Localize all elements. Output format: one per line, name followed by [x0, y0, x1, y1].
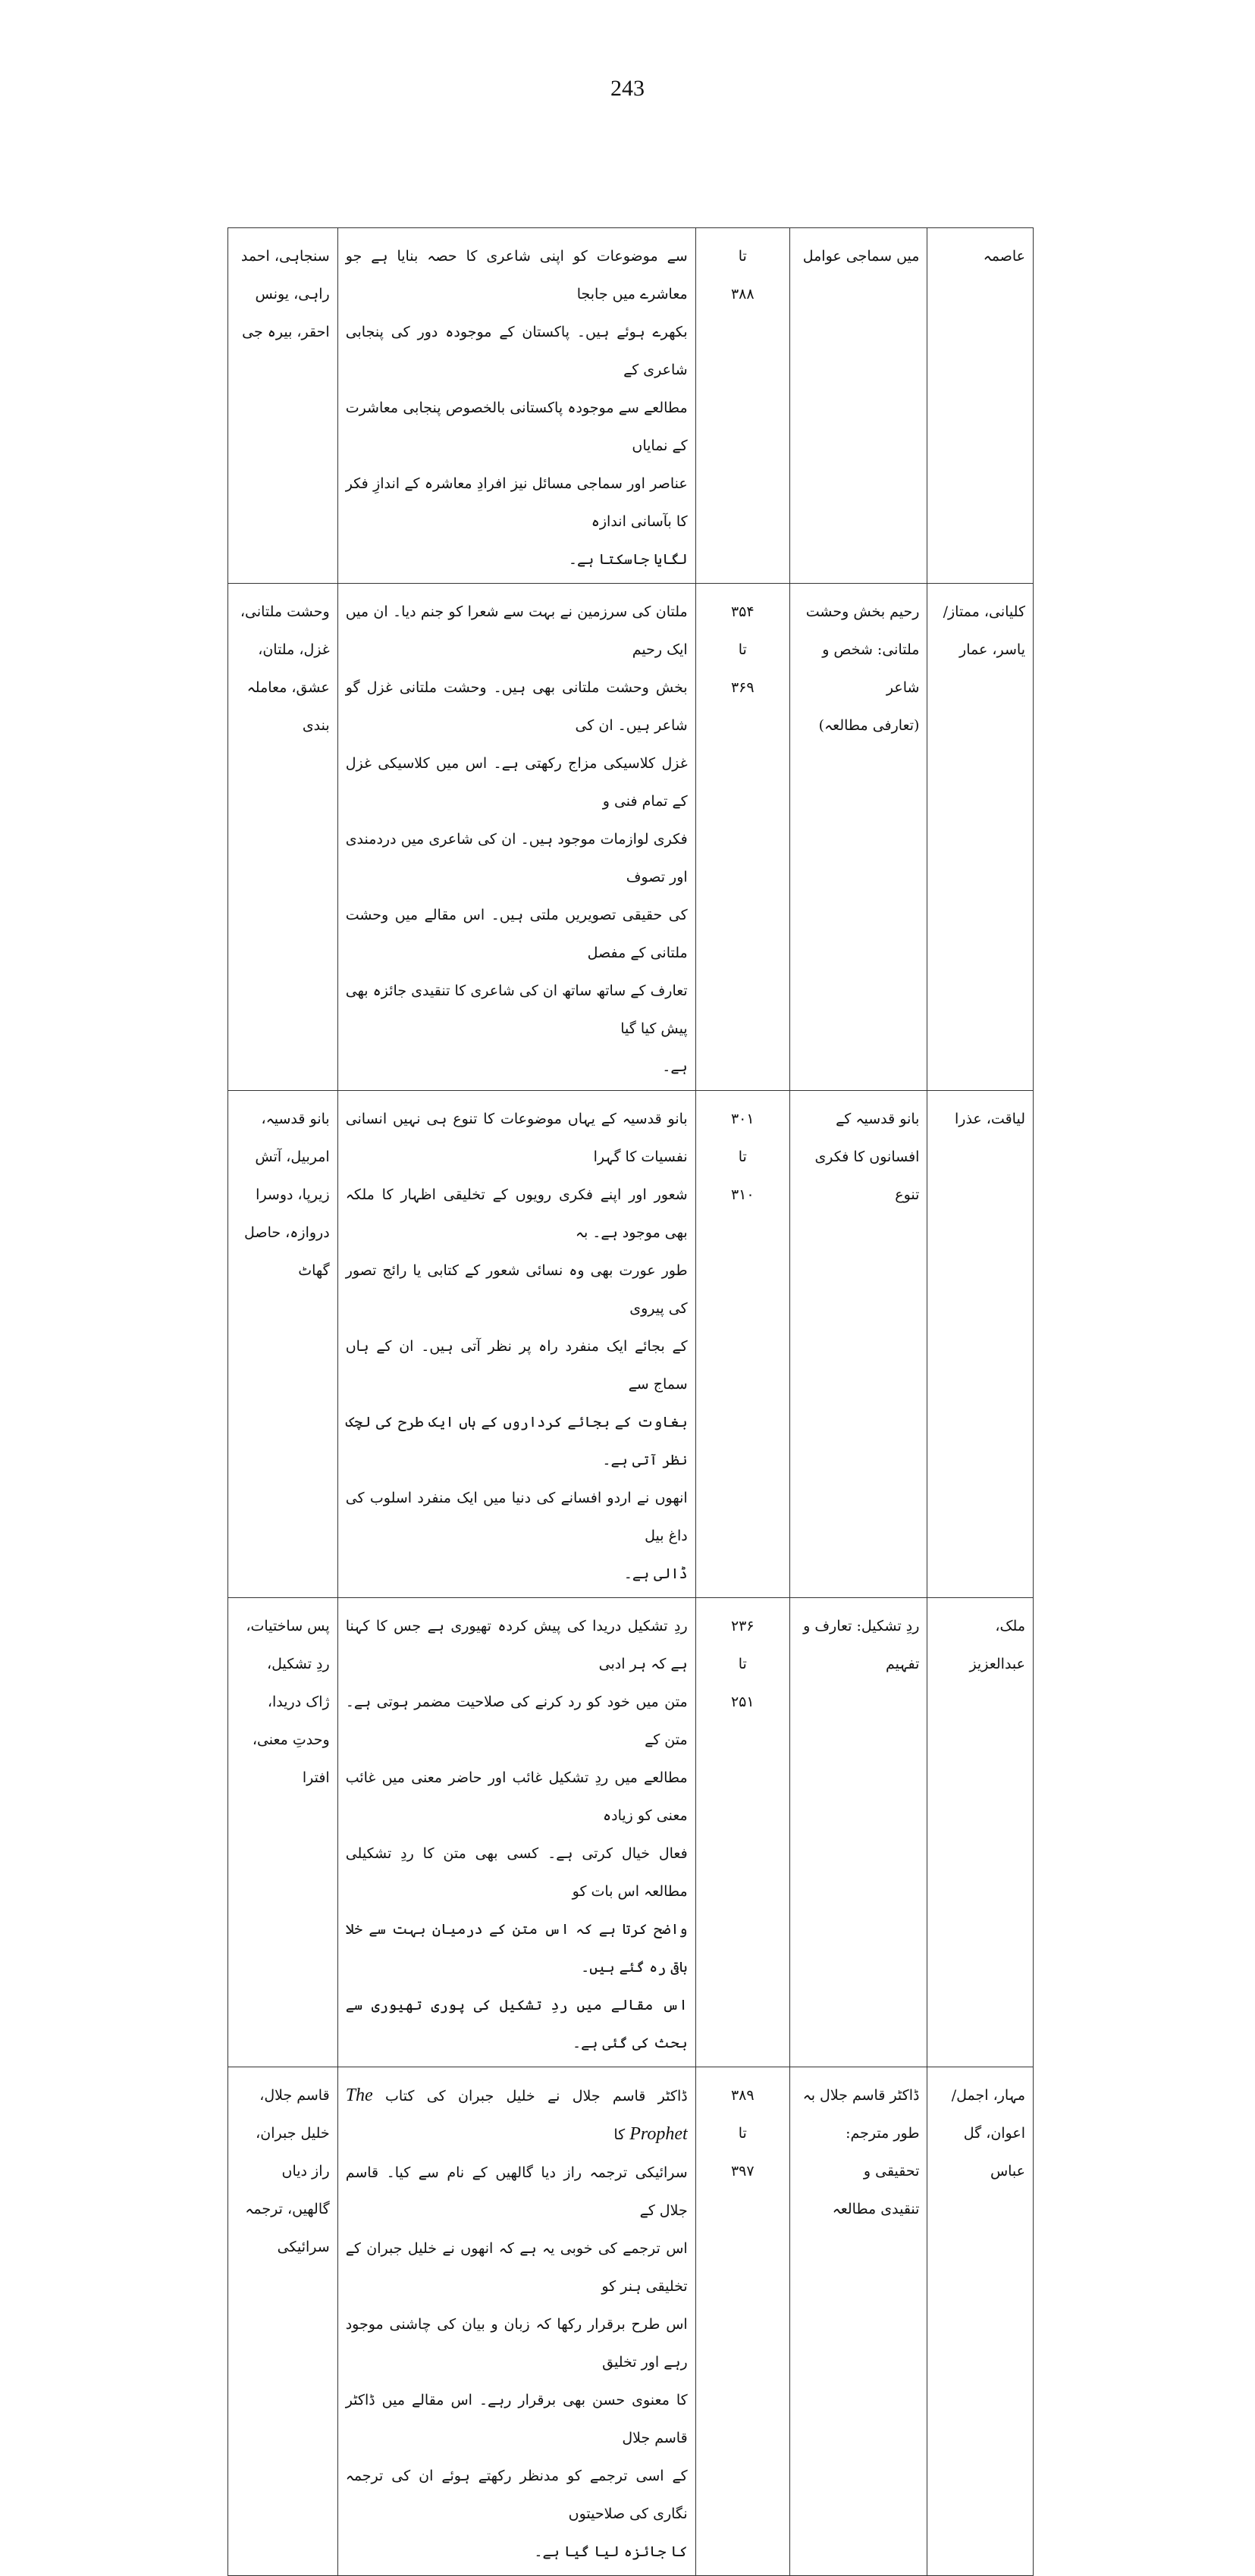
title-cell: رحیم بخش وحشت ملتانی: شخص و شاعر (تعارفی مطالعہ) — [789, 584, 927, 1091]
title-cell: ڈاکٹر قاسم جلال بہ طور مترجم: تحقیقی و تنقیدی مطالعہ — [789, 2067, 927, 2576]
author-cell: ملک، عبدالعزیز — [927, 1598, 1034, 2067]
title-cell: میں سماجی عوامل — [789, 228, 927, 584]
abstract-first-line: ڈاکٹر قاسم جلال نے خلیل جبران کی کتاب The Prophet کا — [345, 2086, 688, 2144]
page-number: 243 — [610, 76, 645, 101]
book-title: The Prophet — [345, 2086, 688, 2144]
keywords-cell: قاسم جلال، خلیل جبران، راز دیاں گالھیں، ترجمہ سرائیکی — [228, 2067, 338, 2576]
abstract-cell: سے موضوعات کو اپنی شاعری کا حصہ بنایا ہے جو معاشرے میں جابجا بکھرے ہوئے ہیں۔ پاکستان کے موجودہ دور کی پنجابی شاعری کے مطالعے سے موجودہ پاکستانی بالخصوص پنجابی معاشرت کے نمایاں عناصر اور سماجی مسائل نیز افرادِ معاشرہ کے اندازِ فکر کا بآسانی اندازہ لگایا جاسکتا ہے۔ — [337, 228, 695, 584]
author-cell: کلیانی، ممتاز/ یاسر، عمار — [927, 584, 1034, 1091]
pages-cell: ۳۰۱ تا ۳۱۰ — [695, 1091, 789, 1598]
pages-cell: ۳۸۹ تا ۳۹۷ — [695, 2067, 789, 2576]
table-row — [228, 228, 1034, 584]
table-row — [228, 2067, 1034, 2576]
keywords-cell: بانو قدسیہ، امربیل، آتش زیرپا، دوسرا دروازہ، حاصل گھاٹ — [228, 1091, 338, 1598]
author-cell: عاصمہ — [927, 228, 1034, 584]
author-cell: لیاقت، عذرا — [927, 1091, 1034, 1598]
table-row — [228, 1598, 1034, 2067]
title-cell: ردِ تشکیل: تعارف و تفہیم — [789, 1598, 927, 2067]
pages-cell: ۳۵۴ تا ۳۶۹ — [695, 584, 789, 1091]
keywords-cell: سنجاہی، احمد راہی، یونس احقر، بیرہ جی — [228, 228, 338, 584]
author-cell: مہار، اجمل/ اعوان، گل عباس — [927, 2067, 1034, 2576]
abstract-cell: بانو قدسیہ کے یہاں موضوعات کا تنوع ہی نہیں انسانی نفسیات کا گہرا شعور اور اپنے فکری رویوں کے تخلیقی اظہار کا ملکہ بھی موجود ہے۔ بہ طور عورت بھی وہ نسائی شعور کے کتابی یا رائج تصور کی پیروی کے بجائے ایک منفرد راہ پر نظر آتی ہیں۔ ان کے ہاں سماج سے بغاوت کے بجائے کرداروں کے ہاں ایک طرح کی لچک نظر آتی ہے۔ انھوں نے اردو افسانے کی دنیا میں ایک منفرد اسلوب کی داغ بیل ڈالی ہے۔ — [337, 1091, 695, 1598]
keywords-cell: پس ساختیات، ردِ تشکیل، ژاک دریدا، وحدتِ معنی، افترا — [228, 1598, 338, 2067]
index-table — [227, 227, 1034, 2576]
abstract-cell: ملتان کی سرزمین نے بہت سے شعرا کو جنم دیا۔ ان میں ایک رحیم بخش وحشت ملتانی بھی ہیں۔ وحشت ملتانی غزل گو شاعر ہیں۔ ان کی غزل کلاسیکی مزاج رکھتی ہے۔ اس میں کلاسیکی غزل کے تمام فنی و فکری لوازمات موجود ہیں۔ ان کی شاعری میں دردمندی اور تصوف کی حقیقی تصویریں ملتی ہیں۔ اس مقالے میں وحشت ملتانی کے مفصل تعارف کے ساتھ ساتھ ان کی شاعری کا تنقیدی جائزہ بھی پیش کیا گیا ہے۔ — [337, 584, 695, 1091]
table-row — [228, 584, 1034, 1091]
abstract-cell: ڈاکٹر قاسم جلال نے خلیل جبران کی کتاب The Prophet کا سرائیکی ترجمہ راز دیا گالھیں کے نام سے کیا۔ قاسم جلال کے اس ترجمے کی خوبی یہ ہے کہ انھوں نے خلیل جبران کے تخلیقی ہنر کو اس طرح برقرار رکھا کہ زبان و بیان کی چاشنی موجود رہے اور تخلیق کا معنوی حسن بھی برقرار رہے۔ اس مقالے میں ڈاکٹر قاسم جلال کے اسی ترجمے کو مدنظر رکھتے ہوئے ان کی ترجمہ نگاری کی صلاحیتوں کا جائزہ لیا گیا ہے۔ — [337, 2067, 695, 2576]
abstract-cell: ردِ تشکیل دریدا کی پیش کردہ تھیوری ہے جس کا کہنا ہے کہ ہر ادبی متن میں خود کو رد کرنے کی صلاحیت مضمر ہوتی ہے۔ متن کے مطالعے میں ردِ تشکیل غائب اور حاضر معنی میں غائب معنی کو زیادہ فعال خیال کرتی ہے۔ کسی بھی متن کا ردِ تشکیلی مطالعہ اس بات کو واضح کرتا ہے کہ اس متن کے درمیان بہت سے خلا باقی رہ گئے ہیں۔ اس مقالے میں ردِ تشکیل کی پوری تھیوری سے بحث کی گئی ہے۔ — [337, 1598, 695, 2067]
title-cell: بانو قدسیہ کے افسانوں کا فکری تنوع — [789, 1091, 927, 1598]
table-row — [228, 1091, 1034, 1598]
pages-cell: ۲۳۶ تا ۲۵۱ — [695, 1598, 789, 2067]
pages-cell: تا ۳۸۸ — [695, 228, 789, 584]
keywords-cell: وحشت ملتانی، غزل، ملتان، عشق، معاملہ بندی — [228, 584, 338, 1091]
